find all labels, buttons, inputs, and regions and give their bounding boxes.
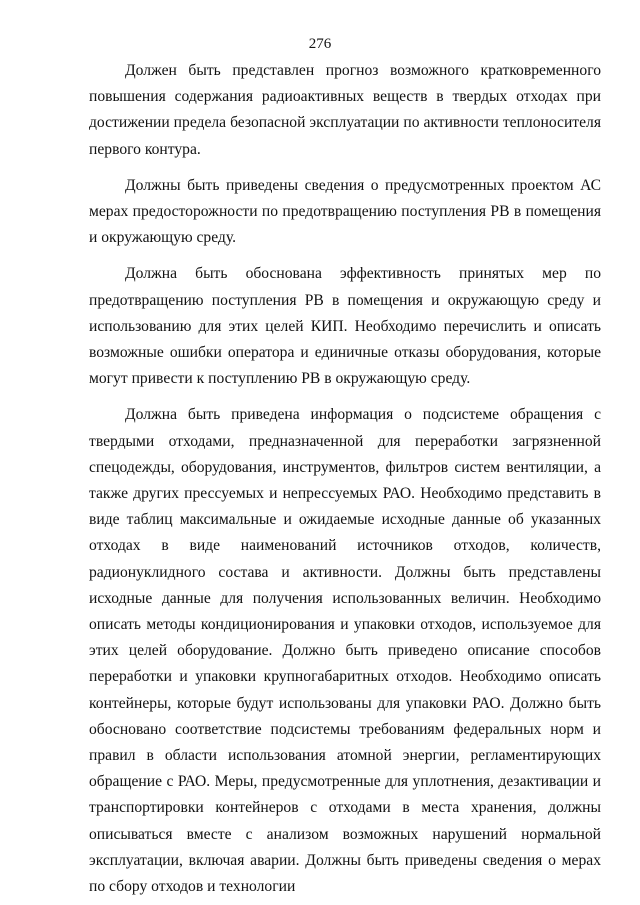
paragraph-solid-waste-subsystem: Должна быть приведена информация о подсистеме обращения с твердыми отходами, предназначенной для переработки загрязненной спецодежды, оборудования, инструментов, фильтров систем вентиляции, а также других прессуемых и непрессуемых РАО. Необходимо представить в виде таблиц максимальные и ожидаемые исходные данные об указанных отходах в виде наименований источников отходов, количеств, радионуклидного состава и активности. Должны быть представлены исходные данные для получения использованных величин. Необходимо описать методы кондиционирования и упаковки отходов, используемое для этих целей оборудование. Должно быть приведено описание способов переработки и упаковки крупногабаритных отходов. Необходимо описать контейнеры, которые будут использованы для упаковки РАО. Должно быть обосновано соответствие подсистемы требованиям федеральных норм и правил в области использования атомной энергии, регламентирующих обращение с РАО. Меры, предусмотренные для уплотнения, дезактивации и транспортировки контейнеров с отходами в места хранения, должны описываться вместе с анализом возможных нарушений нормальной эксплуатации, включая аварии. Должны быть приведены сведения о мерах по сбору отходов и технологии bbox=[89, 406, 601, 896]
page-number: 276 bbox=[308, 36, 332, 52]
paragraph-precautions: Должны быть приведены сведения о предусмотренных проектом АС мерах предосторожности по предотвращению поступления РВ в помещения и окружающую среду. bbox=[89, 176, 601, 247]
paragraph-waste-forecast: Должен быть представлен прогноз возможного кратковременного повышения содержания радиоактивных веществ в твердых отходах при достижении предела безопасной эксплуатации по активности теплоносителя первого контура. bbox=[89, 62, 601, 158]
page-body bbox=[89, 58, 601, 900]
paragraph-effectiveness: Должна быть обоснована эффективность принятых мер по предотвращению поступления РВ в помещения и окружающую среду и использованию для этих целей КИП. Необходимо перечислить и описать возможные ошибки оператора и единичные отказы оборудования, которые могут привести к поступлению РВ в окружающую среду. bbox=[89, 265, 601, 388]
